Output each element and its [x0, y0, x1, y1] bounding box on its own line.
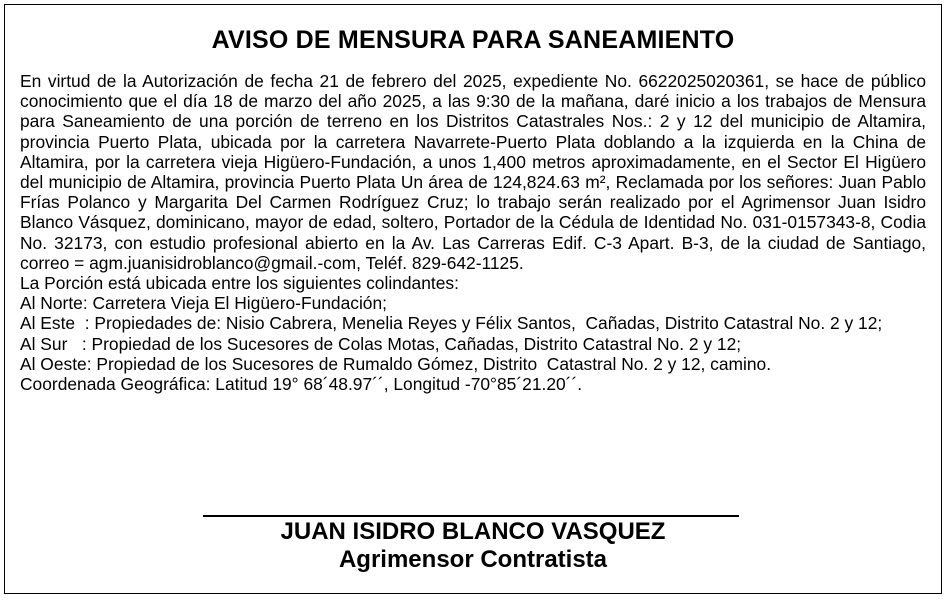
signature-line	[203, 515, 739, 517]
signatory-role: Agrimensor Contratista	[338, 546, 608, 573]
notice-title: AVISO DE MENSURA PARA SANEAMIENTO	[211, 26, 735, 54]
legal-notice	[4, 4, 942, 594]
signatory-name: JUAN ISIDRO BLANCO VASQUEZ	[280, 518, 666, 545]
notice-body	[20, 71, 926, 394]
boundaries-intro: La Porción está ubicada entre los siguientes colindantes:	[20, 273, 459, 294]
boundary-east: Al Este : Propiedades de: Nisio Cabrera, Menelia Reyes y Félix Santos, Cañadas, Distrito Catastral No. 2 y 12;	[20, 313, 883, 334]
boundary-south: Al Sur : Propiedad de los Sucesores de Colas Motas, Cañadas, Distrito Catastral No. 2 y 12;	[20, 333, 742, 354]
boundary-west: Al Oeste: Propiedad de los Sucesores de Rumaldo Gómez, Distrito Catastral No. 2 y 12, camino.	[20, 353, 772, 374]
notice-paragraph: En virtud de la Autorización de fecha 21 de febrero del 2025, expediente No. 6622025020361, se hace de público conocimiento que el día 18 de marzo del año 2025, a las 9:30 de la mañana, daré inicio a los trabajos de Mensura para Saneamiento de una porción de terreno en los Distritos Catastrales Nos.: 2 y 12 del municipio de Altamira, provincia Puerto Plata, ubicada por la carretera Navarrete-Puerto Plata doblando a la izquierda en la China de Altamira, por la carretera vieja Higüero-Fundación, a unos 1,400 metros aproximadamente, en el Sector El Higüero del municipio de Altamira, provincia Puerto Plata Un área de 124,824.63 m², Reclamada por los señores: Juan Pablo Frías Polanco y Margarita Del Carmen Rodríguez Cruz; lo trabajo serán realizado por el Agrimensor Juan Isidro Blanco Vásquez, dominicano, mayor de edad, soltero, Portador de la Cédula de Identidad No. 031-0157343-8, Codia No. 32173, con estudio profesional abierto en la Av. Las Carreras Edif. C-3 Apart. B-3, de la ciudad de Santiago, correo = agm.juanisidroblanco@gmail.-com, Teléf. 829-642-1125.	[20, 71, 926, 273]
boundary-north: Al Norte: Carretera Vieja El Higüero-Fundación;	[20, 293, 387, 314]
geographic-coordinates: Coordenada Geográfica: Latitud 19° 68´48.97´´, Longitud -70°85´21.20´´.	[20, 374, 583, 395]
